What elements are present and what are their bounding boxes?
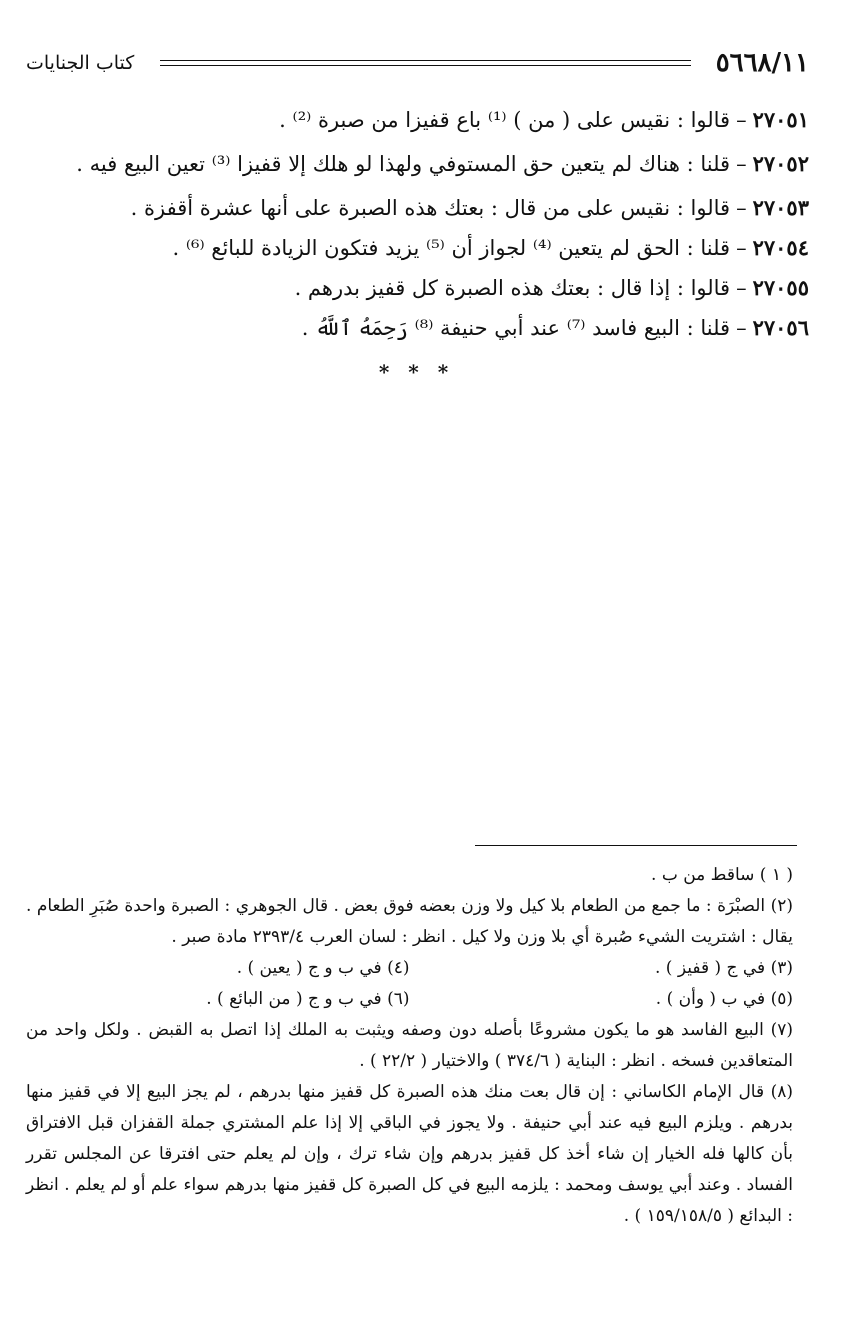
book-title: كتاب الجنايات (26, 52, 135, 74)
entry-number: ٢٧٠٥٢ (752, 151, 809, 176)
header-rule (160, 60, 691, 61)
entry-27056: ٢٧٠٥٦–قلنا : البيع فاسد ⁽⁷⁾ عند أبي حنيفة ⁽⁸⁾ رَحِمَهُ ٱللَّهُ . (301, 315, 809, 340)
footnote-rule (475, 845, 797, 846)
footnote-2: (٢) الصبْرَة : ما جمع من الطعام بلا كيل ولا وزن بعضه فوق بعض . قال الجوهري : الصبرة واحدة صُبَرِ الطعام . يقال : اشتريت الشيء صُبرة أي بلا وزن ولا كيل . انظر : لسان العرب ٢٣٩٣/٤ مادة صبر . (26, 896, 793, 947)
entry-text: قلنا : هناك لم يتعين حق المستوفي ولهذا لو هلك إلا قفيزا ⁽³⁾ تعين البيع فيه . (76, 152, 731, 176)
entry-text: قلنا : البيع فاسد ⁽⁷⁾ عند أبي حنيفة ⁽⁸⁾ رَحِمَهُ ٱللَّهُ . (301, 316, 731, 340)
entry-27053: ٢٧٠٥٣–قالوا : نقيس على من قال : بعتك هذه الصبرة على أنها عشرة أقفزة . (130, 195, 809, 220)
section-separator: * * * (378, 360, 455, 384)
page-number: ٥٦٦٨/١١ (715, 48, 809, 78)
entry-number: ٢٧٠٥٣ (752, 195, 809, 220)
footnote-row (26, 953, 793, 984)
main-text (24, 100, 809, 392)
entry-number: ٢٧٠٥٦ (752, 315, 809, 340)
entry-27055: ٢٧٠٥٥–قالوا : إذا قال : بعتك هذه الصبرة كل قفيز بدرهم . (294, 275, 809, 300)
running-header (26, 46, 809, 80)
footnote-5: (٥) في ب ( وأن ) . (655, 989, 793, 1009)
entry-27052: ٢٧٠٥٢–قلنا : هناك لم يتعين حق المستوفي ولهذا لو هلك إلا قفيزا ⁽³⁾ تعين البيع فيه . (76, 151, 809, 176)
entry-27051: ٢٧٠٥١–قالوا : نقيس على ( من ) ⁽¹⁾ باع قفيزا من صبرة ⁽²⁾ . (279, 107, 809, 132)
footnote-1: ( ١ ) ساقط من ب . (651, 865, 793, 885)
footnote-6: (٦) في ب و ج ( من البائع ) . (206, 989, 410, 1009)
header-rule (160, 65, 691, 66)
entry-27054: ٢٧٠٥٤–قلنا : الحق لم يتعين ⁽⁴⁾ لجواز أن ⁽⁵⁾ يزيد فتكون الزيادة للبائع ⁽⁶⁾ . (172, 235, 809, 260)
entry-number: ٢٧٠٥١ (752, 107, 809, 132)
entry-text: قالوا : نقيس على من قال : بعتك هذه الصبرة على أنها عشرة أقفزة . (130, 196, 731, 220)
footnote-8: (٨) قال الإمام الكاساني : إن قال بعت منك هذه الصبرة كل قفيز منها بدرهم ، لم يجز البيع إلا في قفيز منها بدرهم . ويلزم البيع فيه عند أبي حنيفة . ولا يجوز في الباقي إلا إذا علم المشتري جملة القفزان قبل الافتراق بأن كالها فله الخيار إن شاء أخذ كل قفيز بدرهم وإن شاء ترك ، وإن لم يعلم حتى افترقا عن المجلس تقرر الفساد . وعند أبي يوسف ومحمد : يلزمه البيع في كل الصبرة كل قفيز منها بدرهم سواء علم أو لم يعلم . انظر : البدائع ( ١٥٩/١٥٨/٥ ) . (26, 1082, 793, 1226)
entry-number: ٢٧٠٥٤ (752, 235, 809, 260)
entry-text: قالوا : نقيس على ( من ) ⁽¹⁾ باع قفيزا من صبرة ⁽²⁾ . (279, 108, 731, 132)
footnote-7: (٧) البيع الفاسد هو ما يكون مشروعًا بأصله دون وصفه ويثبت به الملك إذا اتصل به القبض . ولكل واحد من المتعاقدين فسخه . انظر : البناية ( ٣٧٤/٦ ) والاختيار ( ٢٢/٢ ) . (26, 1020, 793, 1071)
entry-text: قلنا : الحق لم يتعين ⁽⁴⁾ لجواز أن ⁽⁵⁾ يزيد فتكون الزيادة للبائع ⁽⁶⁾ . (172, 236, 731, 260)
entry-text: قالوا : إذا قال : بعتك هذه الصبرة كل قفيز بدرهم . (294, 276, 731, 300)
entry-number: ٢٧٠٥٥ (752, 275, 809, 300)
footnote-4: (٤) في ب و ج ( يعين ) . (236, 958, 410, 978)
footnote-3: (٣) في ج ( قفيز ) . (654, 958, 793, 978)
footnote-row (26, 984, 793, 1015)
footnotes (26, 860, 793, 1232)
